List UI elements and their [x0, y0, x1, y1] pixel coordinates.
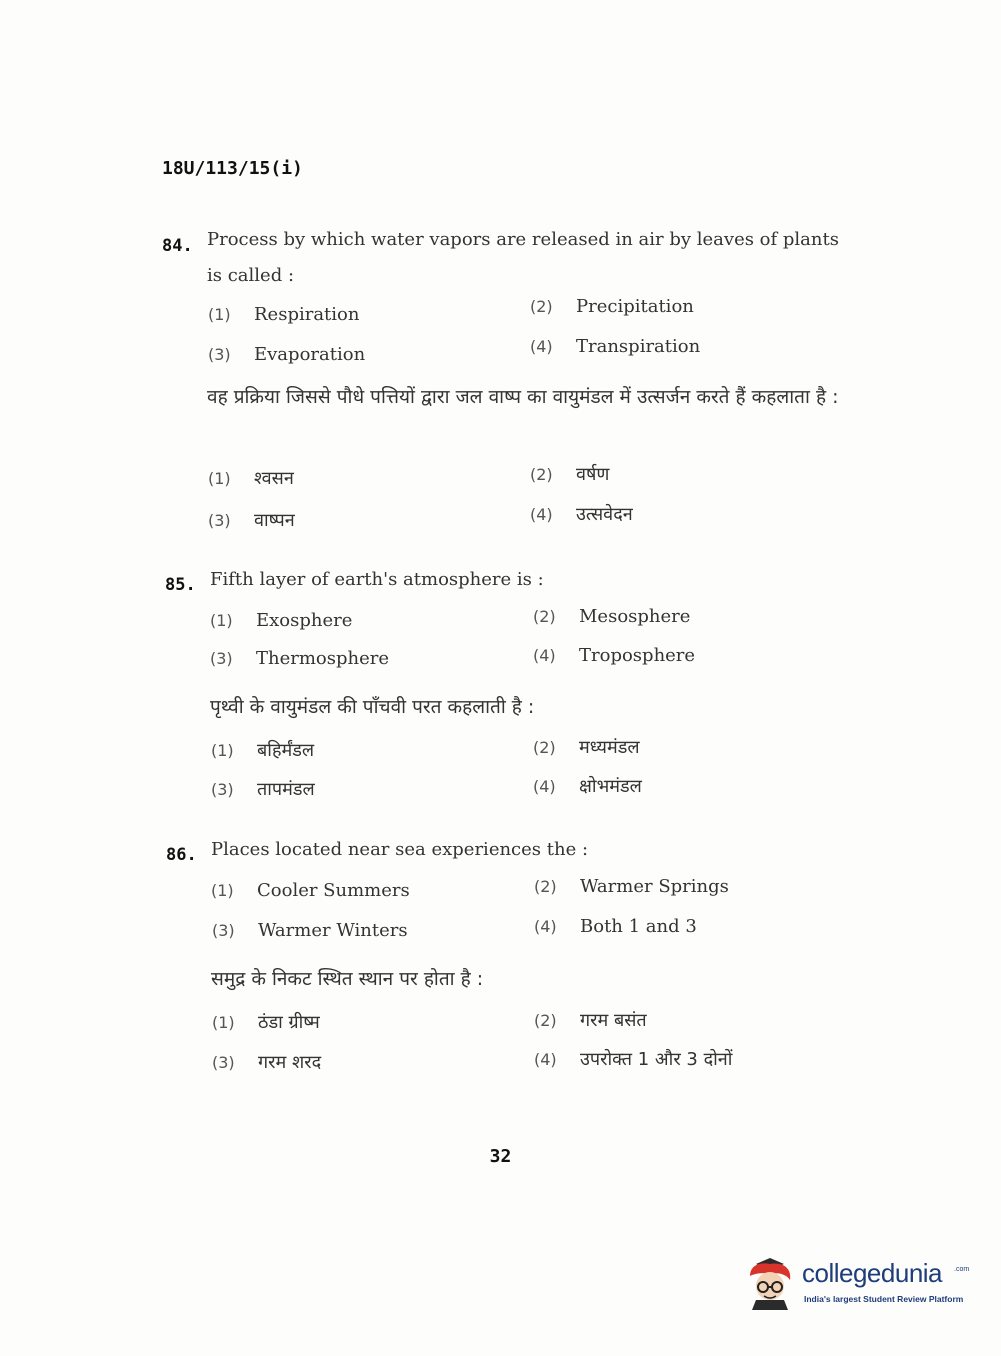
- option-4-hi: [530, 502, 633, 526]
- option-number: (4): [533, 777, 556, 796]
- option-3-en: [212, 920, 408, 941]
- student-mascot-icon: [742, 1254, 798, 1310]
- option-number: (3): [208, 345, 231, 364]
- option-2-hi: [533, 735, 640, 759]
- option-number: (2): [534, 877, 557, 896]
- option-text: गरम शरद: [258, 1052, 322, 1073]
- question-text-en: Process by which water vapors are released in air by leaves of plants is called :: [207, 229, 839, 286]
- option-4-hi: [533, 774, 642, 798]
- question-number: 85.: [165, 575, 196, 595]
- option-1-en: [210, 610, 352, 631]
- question-number: 86.: [166, 845, 197, 865]
- option-text: श्वसन: [254, 468, 294, 489]
- option-text: गरम बसंत: [580, 1010, 647, 1031]
- option-number: (3): [211, 780, 234, 799]
- option-3-hi: [208, 508, 295, 532]
- option-number: (4): [530, 337, 553, 356]
- option-2-en: [533, 606, 690, 627]
- option-number: (2): [533, 607, 556, 626]
- option-3-hi: [212, 1050, 321, 1074]
- brand-name: collegedunia: [802, 1258, 943, 1288]
- option-4-hi: [534, 1047, 732, 1071]
- option-number: (1): [211, 881, 234, 900]
- option-1-hi: [211, 738, 314, 762]
- option-1-en: [211, 880, 410, 901]
- option-text: वर्षण: [576, 464, 610, 485]
- option-number: (3): [212, 1053, 235, 1072]
- option-text: Warmer Winters: [258, 920, 408, 941]
- option-text: Both 1 and 3: [580, 916, 697, 937]
- option-text: Evaporation: [254, 344, 366, 365]
- option-number: (1): [212, 1013, 235, 1032]
- option-number: (3): [212, 921, 235, 940]
- option-1-hi: [208, 466, 294, 490]
- option-4-en: [534, 916, 697, 937]
- question-text-hi: वह प्रक्रिया जिससे पौधे पत्तियों द्वारा जल वाष्प का वायुमंडल में उत्सर्जन करते हैं कहलाता है :: [207, 386, 839, 408]
- option-text: Mesosphere: [579, 606, 691, 627]
- option-number: (3): [210, 649, 233, 668]
- page-number: 32: [489, 1146, 512, 1167]
- option-text: Transpiration: [576, 336, 701, 357]
- option-text: Respiration: [254, 304, 360, 325]
- question-number: 84.: [162, 236, 193, 256]
- option-text: Exosphere: [256, 610, 353, 631]
- option-text: Cooler Summers: [257, 880, 410, 901]
- question-text-hi: समुद्र के निकट स्थित स्थान पर होता है :: [211, 968, 484, 990]
- option-text: तापमंडल: [257, 779, 315, 800]
- option-4-en: [530, 336, 700, 357]
- option-text: Thermosphere: [256, 648, 390, 669]
- option-2-hi: [534, 1008, 647, 1032]
- question-text-en: Places located near sea experiences the :: [211, 839, 589, 860]
- option-number: (4): [530, 505, 553, 524]
- option-text: Troposphere: [579, 645, 696, 666]
- brand-logo: [742, 1252, 972, 1316]
- brand-suffix: .com: [954, 1266, 970, 1273]
- option-number: (3): [208, 511, 231, 530]
- option-text: उत्सवेदन: [576, 504, 633, 525]
- option-2-hi: [530, 462, 609, 486]
- option-number: (4): [534, 1050, 557, 1069]
- option-text: Precipitation: [576, 296, 694, 317]
- option-3-hi: [211, 777, 315, 801]
- option-2-en: [530, 296, 694, 317]
- option-text: बहिर्मंडल: [257, 740, 315, 761]
- option-text: मध्यमंडल: [579, 737, 640, 758]
- option-number: (4): [533, 646, 556, 665]
- option-number: (2): [534, 1011, 557, 1030]
- option-4-en: [533, 645, 695, 666]
- option-1-hi: [212, 1010, 320, 1034]
- option-number: (1): [211, 741, 234, 760]
- option-number: (2): [533, 738, 556, 757]
- option-3-en: [210, 648, 389, 669]
- option-number: (4): [534, 917, 557, 936]
- option-number: (1): [208, 305, 231, 324]
- question-text-en: Fifth layer of earth's atmosphere is :: [210, 569, 544, 590]
- option-text: वाष्पन: [254, 510, 295, 531]
- question-text-hi: पृथ्वी के वायुमंडल की पाँचवी परत कहलाती है :: [210, 696, 535, 718]
- option-2-en: [534, 876, 729, 897]
- option-number: (2): [530, 465, 553, 484]
- option-1-en: [208, 304, 359, 325]
- option-number: (1): [208, 469, 231, 488]
- brand-tagline: India's largest Student Review Platform: [804, 1294, 964, 1304]
- option-number: (2): [530, 297, 553, 316]
- option-3-en: [208, 344, 365, 365]
- option-text: क्षोभमंडल: [579, 776, 642, 797]
- paper-code: 18U/113/15(i): [162, 158, 303, 179]
- option-text: Warmer Springs: [580, 876, 729, 897]
- option-text: उपरोक्त 1 और 3 दोनों: [580, 1049, 733, 1070]
- option-number: (1): [210, 611, 233, 630]
- option-text: ठंडा ग्रीष्म: [258, 1012, 320, 1033]
